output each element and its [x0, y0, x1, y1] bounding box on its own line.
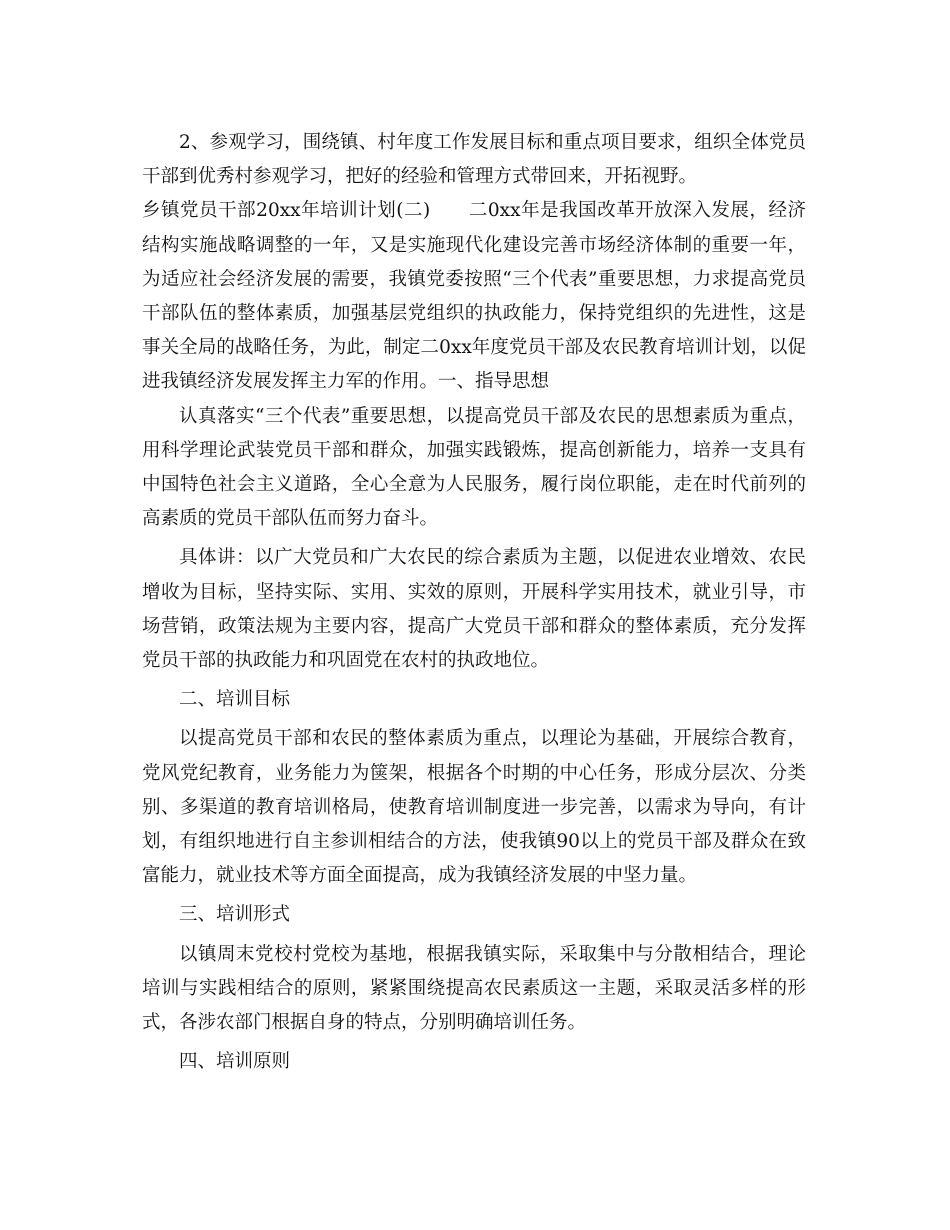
heading-training-goals: 二、培训目标 — [179, 689, 291, 711]
paragraph-visit-study: 2、参观学习，围绕镇、村年度工作发展目标和重点项目要求，组织全体党员干部到优秀村参观学习，把好的经验和管理方式带回来，开拓视野。 — [142, 132, 806, 188]
paragraph-training-goals: 以提高党员干部和农民的整体素质为重点，以理论为基础，开展综合教育，党风党纪教育，业务能力为箧架，根据各个时期的中心任务，形成分层次、分类别、多渠道的教育培训格局，使教育培训制度进一步完善，以需求为导向，有计划，有组织地进行自主参训相结合的方法，使我镇90以上的党员干部及群众在致富能力，就业技术等方面全面提高，成为我镇经济发展的中坚力量。 — [142, 728, 806, 887]
paragraph-plan-intro: 乡镇党员干部20xx年培训计划(二) 二0xx年是我国改革开放深入发展，经济结构实施战略调整的一年，又是实施现代化建设完善市场经济体制的重要一年，为适应社会经济发展的需要，我镇党委按照“三个代表”重要思想，力求提高党员干部队伍的整体素质，加强基层党组织的执政能力，保持党组织的先进性，这是事关全局的战略任务，为此，制定二0xx年度党员干部及农民教育培训计划，以促进我镇经济发展发挥主力军的作用。一、指导思想 — [142, 200, 806, 393]
paragraph-training-form: 以镇周末党校村党校为基地，根据我镇实际，采取集中与分散相结合，理论培训与实践相结合的原则，紧紧围绕提高农民素质这一主题，采取灵活多样的形式，各涉农部门根据自身的特点，分别明确培训任务。 — [142, 943, 806, 1034]
heading-training-form: 三、培训形式 — [179, 904, 291, 926]
paragraph-specifics: 具体讲：以广大党员和广大农民的综合素质为主题，以促进农业增效、农民增收为目标，坚持实际、实用、实效的原则，开展科学实用技术，就业引导，市场营销，政策法规为主要内容，提高广大党员干部和群众的整体素质，充分发挥党员干部的执政能力和巩固党在农村的执政地位。 — [142, 547, 806, 672]
document-body — [142, 126, 806, 1079]
paragraph-guiding-thought: 认真落实“三个代表”重要思想，以提高党员干部及农民的思想素质为重点，用科学理论武装党员干部和群众，加强实践锻炼，提高创新能力，培养一支具有中国特色社会主义道路，全心全意为人民服务，履行岗位职能，走在时代前列的高素质的党员干部队伍而努力奋斗。 — [142, 405, 806, 530]
heading-training-principles: 四、培训原则 — [179, 1051, 291, 1073]
